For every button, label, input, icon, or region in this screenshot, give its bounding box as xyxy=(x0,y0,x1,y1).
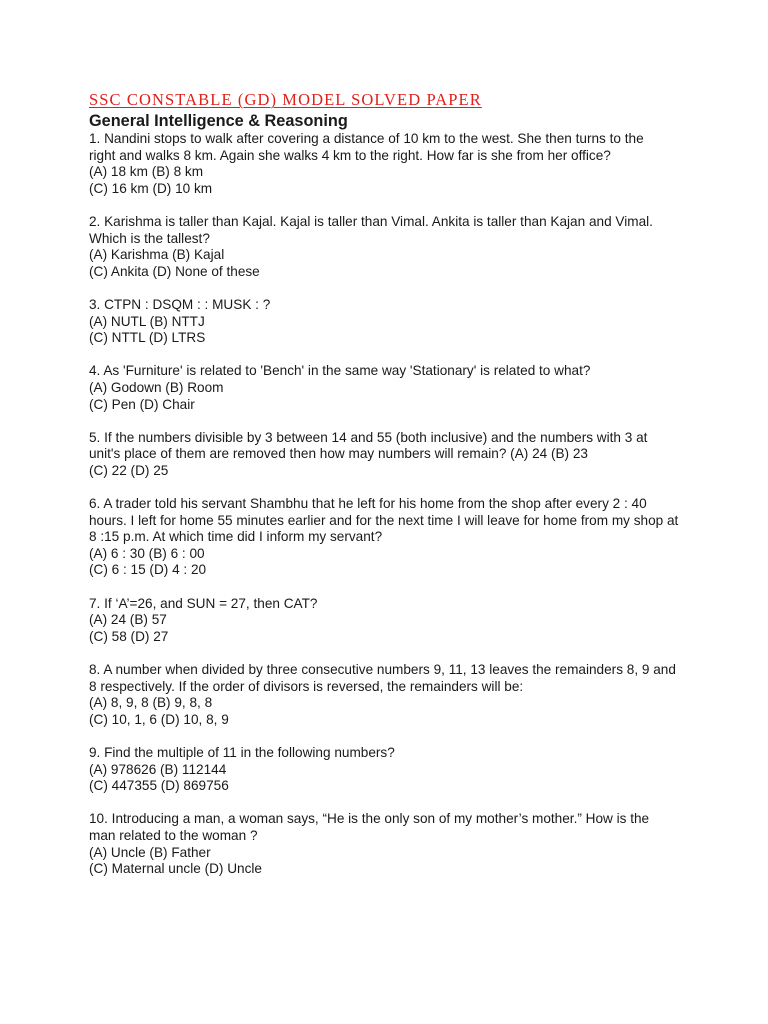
question-options-row: (A) 24 (B) 57 xyxy=(89,612,167,628)
question-options-row: (C) NTTL (D) LTRS xyxy=(89,330,206,346)
document-title: SSC CONSTABLE (GD) MODEL SOLVED PAPER xyxy=(89,90,482,109)
question-options-row: (C) Pen (D) Chair xyxy=(89,396,195,412)
question-text: 2. Karishma is taller than Kajal. Kajal is taller than Vimal. Ankita is taller than Kajan and Vimal. Which is the tallest? xyxy=(89,213,653,246)
question-options-row: (A) 18 km (B) 8 km xyxy=(89,164,204,180)
question-text: 5. If the numbers divisible by 3 between 14 and 55 (both inclusive) and the numbers with 3 at unit's place of them are removed then how may numbers will remain? (A) 24 (B) 23 xyxy=(89,429,648,462)
question-text: 9. Find the multiple of 11 in the following numbers? xyxy=(89,744,395,760)
question-options-row: (C) 22 (D) 25 xyxy=(89,462,169,478)
question-options-row: (C) 58 (D) 27 xyxy=(89,628,169,644)
question-options-row: (A) 8, 9, 8 (B) 9, 8, 8 xyxy=(89,695,213,711)
question-options-row: (A) NUTL (B) NTTJ xyxy=(89,313,205,329)
question-4 xyxy=(89,363,689,413)
question-1 xyxy=(89,131,689,197)
question-10 xyxy=(89,811,689,877)
question-options-row: (C) 6 : 15 (D) 4 : 20 xyxy=(89,562,207,578)
question-options-row: (A) Karishma (B) Kajal xyxy=(89,247,225,263)
question-options-row: (C) 447355 (D) 869756 xyxy=(89,778,229,794)
question-options-row: (C) Maternal uncle (D) Uncle xyxy=(89,861,262,877)
question-options-row: (A) 978626 (B) 112144 xyxy=(89,761,227,777)
question-options-row: (A) 6 : 30 (B) 6 : 00 xyxy=(89,545,205,561)
document-page xyxy=(89,90,689,894)
question-options-row: (A) Uncle (B) Father xyxy=(89,844,211,860)
question-text: 10. Introducing a man, a woman says, “He is the only son of my mother’s mother.” How is the man related to the woman ? xyxy=(89,811,650,843)
question-options-row: (A) Godown (B) Room xyxy=(89,379,224,395)
question-5 xyxy=(89,430,689,480)
question-text: 6. A trader told his servant Shambhu that he left for his home from the shop after every 2 : 40 hours. I left for home 55 minutes earlier and for the next time I will leave for home from my shop at 8 :15 p.m. At which time did I inform my servant? xyxy=(89,496,679,545)
question-text: 4. As 'Furniture' is related to 'Bench' in the same way 'Stationary' is related to what? xyxy=(89,363,591,379)
question-text: 3. CTPN : DSQM : : MUSK : ? xyxy=(89,296,271,312)
question-7 xyxy=(89,596,689,646)
question-8 xyxy=(89,662,689,728)
question-6 xyxy=(89,496,689,579)
question-text: 1. Nandini stops to walk after covering a distance of 10 km to the west. She then turns to the right and walks 8 km. Again she walks 4 km to the right. How far is she from her office? xyxy=(89,131,644,163)
question-text: 8. A number when divided by three consecutive numbers 9, 11, 13 leaves the remainders 8, 9 and 8 respectively. If the order of divisors is reversed, the remainders will be: xyxy=(89,662,676,694)
question-3 xyxy=(89,297,689,347)
question-9 xyxy=(89,745,689,795)
question-text: 7. If ‘A’=26, and SUN = 27, then CAT? xyxy=(89,595,318,611)
question-options-row: (C) 16 km (D) 10 km xyxy=(89,180,213,196)
question-2 xyxy=(89,214,689,280)
section-heading: General Intelligence & Reasoning xyxy=(89,112,348,130)
question-options-row: (C) 10, 1, 6 (D) 10, 8, 9 xyxy=(89,711,229,727)
question-options-row: (C) Ankita (D) None of these xyxy=(89,263,260,279)
